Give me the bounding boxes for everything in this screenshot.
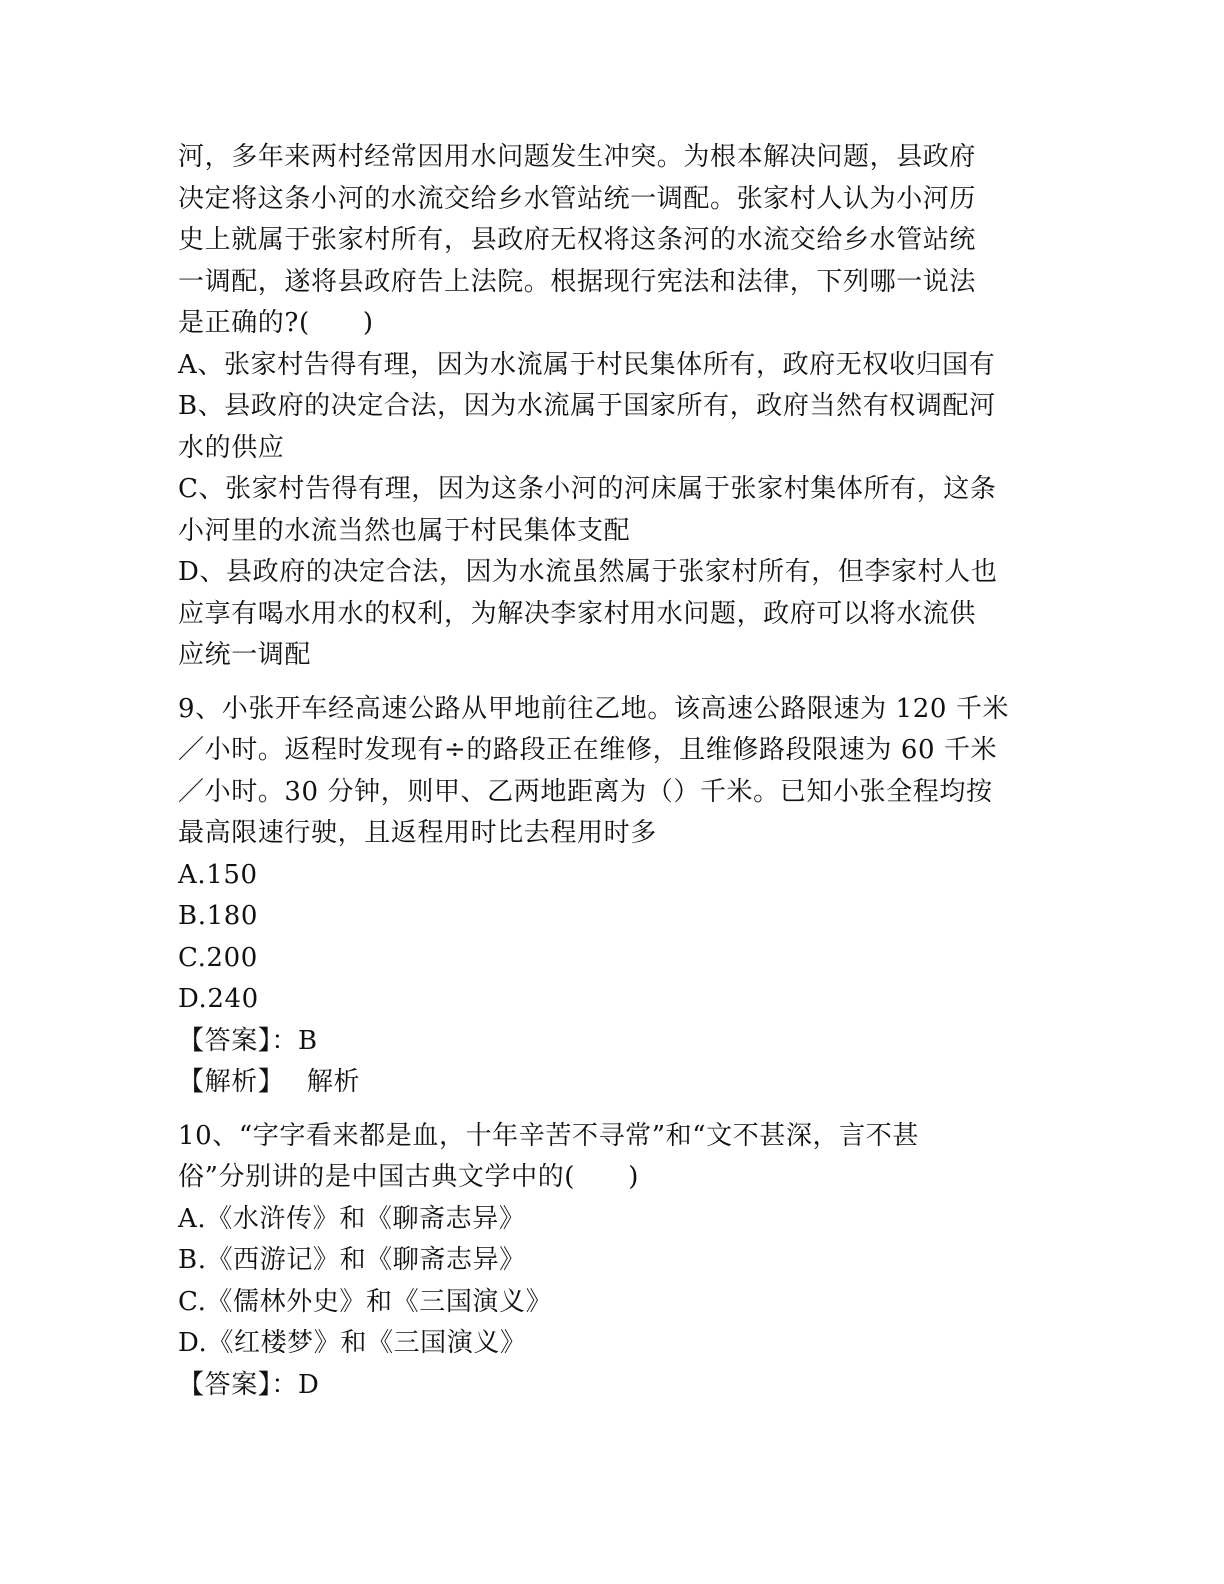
question-10-option-b: B.《西游记》和《聊斋志异》 [178,1245,526,1275]
question-10-option-a: A.《水浒传》和《聊斋志异》 [178,1203,526,1234]
question-10-option-c: C.《儒林外史》和《三国演义》 [178,1286,553,1317]
question-10-answer: 【答案】：D [178,1369,320,1400]
option-line: 水的供应 [178,432,285,463]
question-10-option-d: D.《红楼梦》和《三国演义》 [178,1328,527,1358]
stem-line: 史上就属于张家村所有，县政府无权将这条河的水流交给乡水管站统 [178,225,977,255]
stem-line: 10、“字字看来都是血，十年辛苦不寻常”和“文不甚深，言不甚 [178,1120,919,1151]
question-9-option-a: A.150 [178,859,258,890]
question-9-stem [178,689,1038,855]
option-line: C、张家村告得有理，因为这条小河的河床属于张家村集体所有，这条 [178,474,997,504]
stem-line: 最高限速行驶，且返程用时比去程用时多 [178,818,657,848]
spacer [178,1104,1038,1116]
question-9 [178,689,1038,1104]
option-line: 小河里的水流当然也属于村民集体支配 [178,515,631,546]
question-8-option-c [178,469,1038,552]
question-9-analysis: 【解析】 解析 [178,1067,361,1097]
stem-line: 河，多年来两村经常因用水问题发生冲突。为根本解决问题，县政府 [178,142,977,172]
question-8-stem [178,137,1038,345]
question-9-option-d: D.240 [178,984,259,1014]
stem-line: 俗”分别讲的是中国古典文学中的( ) [178,1162,639,1192]
spacer [178,677,1038,689]
question-10-stem [178,1116,1038,1199]
option-line: 应统一调配 [178,640,312,670]
question-8-option-d [178,552,1038,677]
option-line: B、县政府的决定合法，因为水流属于国家所有，政府当然有权调配河 [178,391,996,421]
stem-line: 9、小张开车经高速公路从甲地前往乙地。该高速公路限速为 120 千米 [178,693,1010,724]
question-8-option-b [178,386,1038,469]
document-page [178,137,1038,1406]
option-line: 应享有喝水用水的权利，为解决李家村用水问题，政府可以将水流供 [178,598,977,629]
question-9-option-c: C.200 [178,942,258,973]
question-9-answer: 【答案】：B [178,1025,318,1056]
stem-line: 决定将这条小河的水流交给乡水管站统一调配。张家村人认为小河历 [178,183,977,214]
question-8 [178,137,1038,677]
question-10 [178,1116,1038,1407]
stem-line: 一调配，遂将县政府告上法院。根据现行宪法和法律，下列哪一说法 [178,266,977,297]
stem-line: ／小时。30 分钟，则甲、乙两地距离为（）千米。已知小张全程均按 [178,776,993,807]
option-line: A、张家村告得有理，因为水流属于村民集体所有，政府无权收归国有 [178,349,996,380]
option-line: D、县政府的决定合法，因为水流虽然属于张家村所有，但李家村人也 [178,557,998,587]
stem-line: ／小时。返程时发现有÷的路段正在维修，且维修路段限速为 60 千米 [178,735,998,765]
question-9-option-b: B.180 [178,901,258,931]
question-8-option-a [178,345,1038,387]
stem-line: 是正确的?( ) [178,308,374,338]
